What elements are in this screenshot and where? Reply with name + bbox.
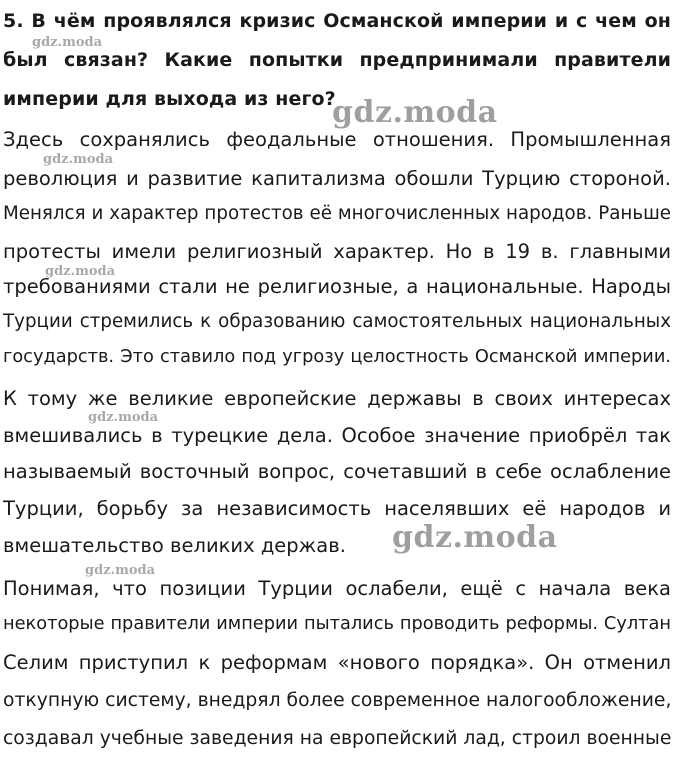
answer-p1-line-8: К тому же великие европейские державы в своих интересах [3,387,671,410]
answer-p1-line-9: вмешивались в турецкие дела. Особое значение приобрёл так [3,424,671,447]
watermark-small: gdz.moda [32,35,103,50]
answer-p2-line-2: некоторые правители империи пытались проводить реформы. Султан [3,614,671,634]
watermark-small: gdz.moda [45,264,116,279]
answer-p2-line-3: Селим приступил к реформам «нового порядка». Он отменил [3,651,671,674]
answer-p1-line-5: требованиями стали не религиозные, а национальные. Народы [3,275,671,298]
answer-p1-line-12: вмешательство великих держав. [3,534,346,557]
watermark-big: gdz.moda [332,95,498,130]
answer-p1-line-2: революция и развитие капитализма обошли Турцию стороной. [3,167,671,190]
answer-p2-line-5: создавал учебные заведения на европейский лад, строил военные [3,728,672,749]
answer-p1-line-10: называемый восточный вопрос, сочетавший в себе ослабление [3,460,671,483]
answer-p1-line-6: Турции стремились к образованию самостоятельных национальных [3,311,671,332]
question-line-1: 5. В чём проявлялся кризис Османской империи и с чем он [3,10,671,32]
answer-p1-line-3: Менялся и характер протестов её многочисленных народов. Раньше [3,203,671,224]
answer-p1-line-4: протесты имели религиозный характер. Но в 19 в. главными [3,240,671,263]
answer-p1-line-1: Здесь сохранялись феодальные отношения. Промышленная [3,128,671,151]
answer-p1-line-11: Турции, борьбу за независимость населявших её народов и [3,497,671,520]
answer-p2-line-4: откупную систему, внедрял более современное налогообложение, [3,690,672,711]
watermark-small: gdz.moda [85,563,156,578]
question-line-3: империи для выхода из него? [3,88,336,110]
answer-p2-line-1: Понимая, что позиции Турции ослабели, ещё с начала века [3,577,671,600]
watermark-big: gdz.moda [392,520,558,555]
watermark-small: gdz.moda [88,410,159,425]
question-line-2: был связан? Какие попытки предпринимали правители [3,49,671,71]
answer-p1-line-7: государств. Это ставило под угрозу целостность Османской империи. [3,347,671,367]
watermark-small: gdz.moda [43,152,114,167]
